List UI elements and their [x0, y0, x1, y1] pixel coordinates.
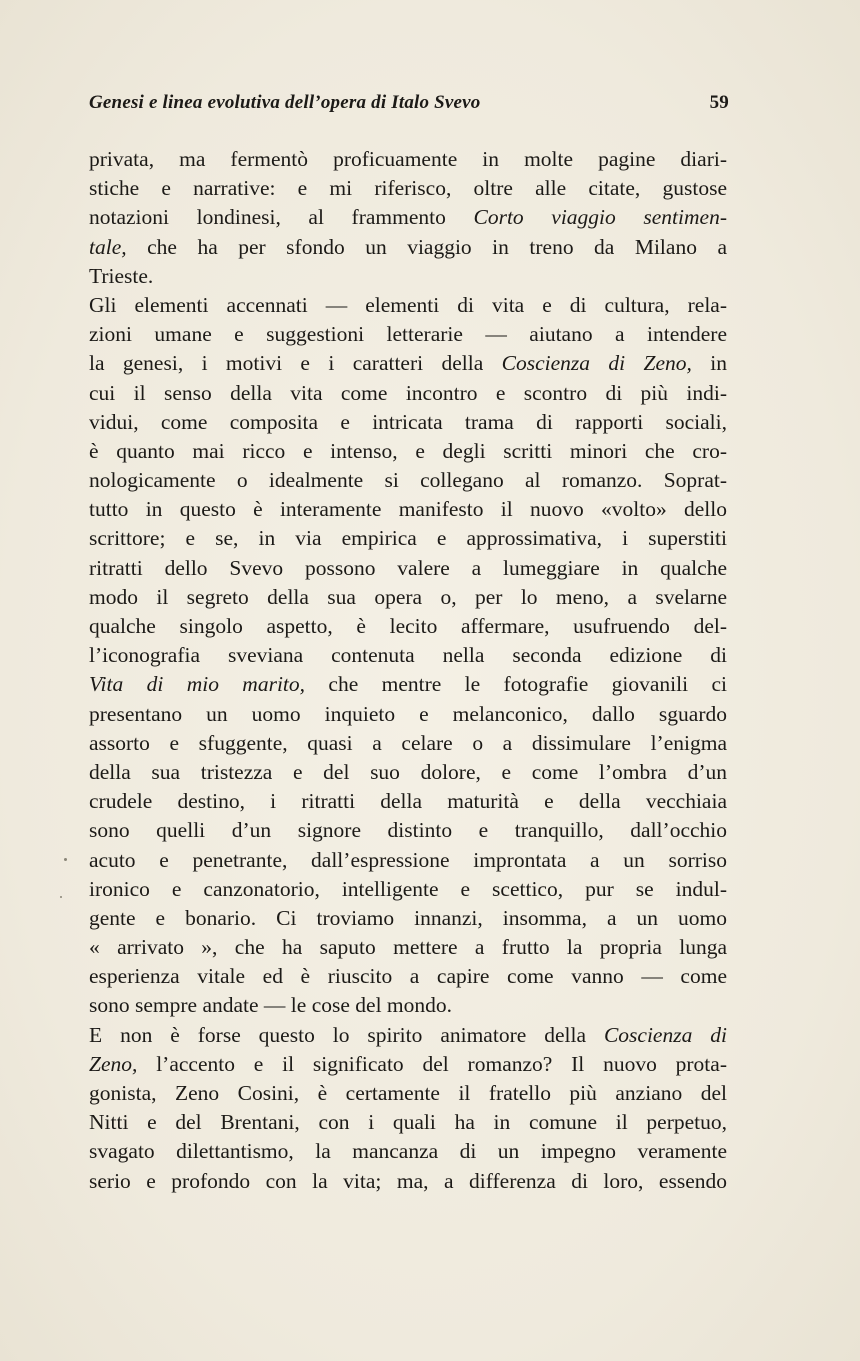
text-line	[89, 1050, 727, 1079]
text-segment: notazioni londinesi, al frammento	[89, 205, 474, 230]
text-segment: svagato dilettantismo, la mancanza di un impegno veramente	[89, 1139, 727, 1164]
text-segment: crudele destino, i ritratti della maturità e della vecchiaia	[89, 789, 727, 814]
text-segment: sono quelli d’un signore distinto e tranquillo, dall’occhio	[89, 818, 727, 843]
text-line	[89, 408, 727, 437]
margin-speck	[64, 858, 67, 861]
text-segment: in	[691, 351, 727, 376]
text-segment: presentano un uomo inquieto e melanconico, dallo sguardo	[89, 701, 727, 726]
text-line	[89, 1137, 727, 1166]
text-segment: l’accento e il significato del romanzo? Il nuovo prota-	[137, 1051, 727, 1076]
text-segment: l’iconografia sveviana contenuta nella seconda edizione di	[89, 643, 727, 668]
text-segment: Trieste.	[89, 263, 154, 288]
text-line	[89, 729, 727, 758]
text-segment: E non è forse questo lo spirito animatore della	[89, 1022, 604, 1047]
text-segment: nologicamente o idealmente si collegano al romanzo. Soprat-	[89, 468, 727, 493]
text-segment: cui il senso della vita come incontro e scontro di più indi-	[89, 380, 727, 405]
text-segment: acuto e penetrante, dall’espressione improntata a un sorriso	[89, 847, 727, 872]
text-line	[89, 524, 727, 553]
text-line	[89, 670, 727, 699]
text-line	[89, 379, 727, 408]
text-line	[89, 641, 727, 670]
text-line	[89, 1167, 727, 1196]
text-line	[89, 466, 727, 495]
text-line	[89, 583, 727, 612]
page-number: 59	[709, 92, 729, 113]
text-line	[89, 816, 727, 845]
text-segment: scrittore; e se, in via empirica e approssimativa, i superstiti	[89, 526, 727, 551]
text-segment: gente e bonario. Ci troviamo innanzi, insomma, a un uomo	[89, 905, 727, 930]
text-segment: stiche e narrative: e mi riferisco, oltre alle citate, gustose	[89, 176, 727, 201]
text-line	[89, 320, 727, 349]
italic-title-text: Zeno,	[89, 1051, 138, 1076]
text-line	[89, 203, 727, 232]
text-line	[89, 758, 727, 787]
italic-title-text: Coscienza di Zeno,	[501, 351, 692, 376]
text-segment: Gli elementi accennati — elementi di vita e di cultura, rela-	[89, 292, 727, 317]
italic-title-text: Vita di mio marito,	[89, 672, 306, 697]
margin-speck	[60, 896, 62, 898]
text-line	[89, 787, 727, 816]
text-segment: esperienza vitale ed è riuscito a capire come vanno — come	[89, 964, 727, 989]
text-line	[89, 1021, 727, 1050]
body-text	[89, 145, 727, 1196]
text-segment: « arrivato », che ha saputo mettere a frutto la propria lunga	[89, 935, 727, 960]
text-segment: la genesi, i motivi e i caratteri della	[89, 351, 502, 376]
running-head	[89, 92, 729, 118]
text-line	[89, 700, 727, 729]
text-segment: Nitti e del Brentani, con i quali ha in comune il perpetuo,	[89, 1110, 727, 1135]
text-segment: è quanto mai ricco e intenso, e degli scritti minori che cro-	[89, 438, 727, 463]
text-line	[89, 145, 727, 174]
running-title: Genesi e linea evolutiva dell’opera di Italo Svevo	[89, 92, 481, 113]
text-line	[89, 291, 727, 320]
text-line	[89, 1108, 727, 1137]
text-line	[89, 904, 727, 933]
text-segment: che mentre le fotografie giovanili ci	[305, 672, 727, 697]
text-segment: modo il segreto della sua opera o, per lo meno, a svelarne	[89, 584, 727, 609]
text-line	[89, 875, 727, 904]
text-line	[89, 495, 727, 524]
text-line	[89, 233, 727, 262]
text-segment: vidui, come composita e intricata trama di rapporti sociali,	[89, 409, 727, 434]
text-segment: assorto e sfuggente, quasi a celare o a dissimulare l’enigma	[89, 730, 727, 755]
text-line	[89, 962, 727, 991]
italic-title-text: Corto viaggio sentimen-	[473, 205, 727, 230]
text-line	[89, 612, 727, 641]
text-line	[89, 554, 727, 583]
text-line	[89, 1079, 727, 1108]
italic-title-text: Coscienza di	[603, 1022, 728, 1047]
text-segment: gonista, Zeno Cosini, è certamente il fratello più anziano del	[89, 1081, 727, 1105]
text-segment: della sua tristezza e del suo dolore, e come l’ombra d’un	[89, 759, 727, 784]
text-segment: ritratti dello Svevo possono valere a lumeggiare in qualche	[89, 555, 727, 580]
text-line	[89, 437, 727, 466]
text-line	[89, 349, 727, 378]
text-segment: privata, ma fermentò proficuamente in molte pagine diari-	[89, 147, 727, 171]
text-segment: tutto in questo è interamente manifesto il nuovo «volto» dello	[89, 497, 727, 522]
text-line	[89, 174, 727, 203]
text-segment: serio e profondo con la vita; ma, a differenza di loro, essendo	[89, 1168, 727, 1193]
text-segment: che ha per sfondo un viaggio in treno da Milano a	[126, 234, 727, 259]
text-line	[89, 933, 727, 962]
text-segment: qualche singolo aspetto, è lecito affermare, usufruendo del-	[89, 614, 727, 638]
text-line	[89, 262, 727, 291]
text-segment: sono sempre andate — le cose del mondo.	[89, 993, 453, 1018]
text-line	[89, 991, 727, 1020]
italic-title-text: tale,	[89, 234, 127, 259]
text-segment: zioni umane e suggestioni letterarie — aiutano a intendere	[89, 322, 727, 347]
text-line	[89, 846, 727, 875]
text-segment: ironico e canzonatorio, intelligente e scettico, pur se indul-	[89, 876, 727, 901]
